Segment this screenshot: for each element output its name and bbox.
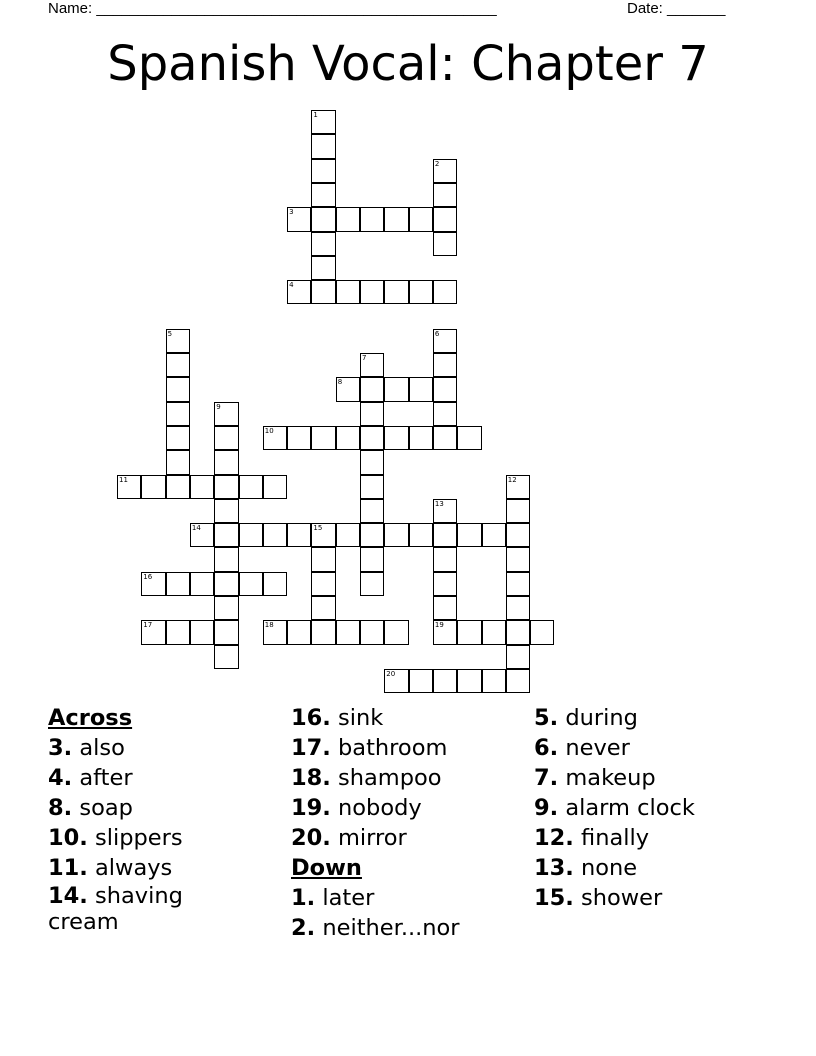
grid-cell[interactable] <box>336 523 360 547</box>
clue-across-14: 14. shaving cream <box>48 883 183 935</box>
grid-cell[interactable] <box>166 426 190 450</box>
grid-cell[interactable] <box>409 523 433 547</box>
grid-cell[interactable] <box>384 523 408 547</box>
grid-cell[interactable] <box>457 426 481 450</box>
grid-cell[interactable] <box>287 620 311 644</box>
grid-cell[interactable] <box>336 207 360 231</box>
clue-down-9: 9. alarm clock <box>534 795 695 821</box>
grid-cell[interactable] <box>360 402 384 426</box>
grid-cell[interactable] <box>214 572 238 596</box>
clue-down-1: 1. later <box>291 885 375 911</box>
clue-down-6: 6. never <box>534 735 630 761</box>
grid-cell[interactable] <box>311 426 335 450</box>
grid-cell[interactable] <box>166 475 190 499</box>
grid-cell[interactable] <box>117 475 141 499</box>
grid-cell[interactable] <box>166 377 190 401</box>
clues-column-1 <box>48 703 288 935</box>
down-heading: Down <box>291 855 362 881</box>
grid-cell[interactable] <box>311 134 335 158</box>
grid-cell[interactable] <box>433 523 457 547</box>
grid-cell[interactable] <box>311 183 335 207</box>
grid-cell[interactable] <box>433 426 457 450</box>
grid-cell[interactable] <box>360 280 384 304</box>
grid-cell[interactable] <box>214 620 238 644</box>
grid-cell[interactable] <box>311 523 335 547</box>
grid-cell[interactable] <box>384 280 408 304</box>
grid-cell[interactable] <box>482 620 506 644</box>
grid-cell[interactable] <box>506 572 530 596</box>
grid-cell[interactable] <box>287 426 311 450</box>
grid-cell[interactable] <box>190 620 214 644</box>
clue-across-16: 16. sink <box>291 705 384 731</box>
grid-cell[interactable] <box>433 159 457 183</box>
clue-number-label: 14 <box>191 524 201 533</box>
grid-cell[interactable] <box>457 523 481 547</box>
grid-cell[interactable] <box>409 280 433 304</box>
clue-number-label: 16 <box>143 572 153 581</box>
grid-cell[interactable] <box>433 207 457 231</box>
grid-cell[interactable] <box>263 475 287 499</box>
grid-cell[interactable] <box>433 377 457 401</box>
clue-down-7: 7. makeup <box>534 765 656 791</box>
grid-cell[interactable] <box>311 280 335 304</box>
grid-cell[interactable] <box>360 377 384 401</box>
grid-cell[interactable] <box>360 620 384 644</box>
grid-cell[interactable] <box>263 572 287 596</box>
grid-cell[interactable] <box>166 620 190 644</box>
grid-cell[interactable] <box>409 426 433 450</box>
grid-cell[interactable] <box>311 110 335 134</box>
grid-cell[interactable] <box>166 353 190 377</box>
grid-cell[interactable] <box>433 547 457 571</box>
clue-number-label: 10 <box>264 426 274 435</box>
clue-across-8: 8. soap <box>48 795 133 821</box>
grid-cell[interactable] <box>311 207 335 231</box>
grid-cell[interactable] <box>506 596 530 620</box>
grid-cell[interactable] <box>311 256 335 280</box>
clue-number-label: 17 <box>143 621 153 630</box>
clue-across-10: 10. slippers <box>48 825 183 851</box>
clue-number-label: 13 <box>434 499 444 508</box>
grid-cell[interactable] <box>506 547 530 571</box>
clue-number-label: 19 <box>434 621 444 630</box>
grid-cell[interactable] <box>141 620 165 644</box>
grid-cell[interactable] <box>214 402 238 426</box>
grid-cell[interactable] <box>190 475 214 499</box>
grid-cell[interactable] <box>214 547 238 571</box>
clue-number-label: 12 <box>507 475 517 484</box>
grid-cell[interactable] <box>433 329 457 353</box>
grid-cell[interactable] <box>506 523 530 547</box>
grid-cell[interactable] <box>433 620 457 644</box>
grid-cell[interactable] <box>360 523 384 547</box>
clue-across-4: 4. after <box>48 765 133 791</box>
grid-cell[interactable] <box>360 499 384 523</box>
clue-down-5: 5. during <box>534 705 638 731</box>
grid-cell[interactable] <box>360 547 384 571</box>
name-field[interactable]: Name: ________________________________________________ <box>48 0 497 17</box>
clue-number-label: 5 <box>167 329 173 338</box>
clue-down-13: 13. none <box>534 855 638 881</box>
grid-cell[interactable] <box>457 620 481 644</box>
clues-column-2 <box>291 703 531 943</box>
grid-cell[interactable] <box>360 450 384 474</box>
grid-cell[interactable] <box>336 620 360 644</box>
grid-cell[interactable] <box>360 426 384 450</box>
grid-cell[interactable] <box>409 377 433 401</box>
grid-cell[interactable] <box>409 207 433 231</box>
grid-cell[interactable] <box>433 353 457 377</box>
grid-cell[interactable] <box>263 620 287 644</box>
grid-cell[interactable] <box>214 450 238 474</box>
grid-cell[interactable] <box>506 669 530 693</box>
grid-cell[interactable] <box>239 523 263 547</box>
grid-cell[interactable] <box>384 669 408 693</box>
clue-number-label: 11 <box>119 475 128 484</box>
clue-number-label: 20 <box>386 669 396 678</box>
grid-cell[interactable] <box>433 402 457 426</box>
grid-cell[interactable] <box>141 475 165 499</box>
clue-number-label: 1 <box>313 111 318 119</box>
clue-number-label: 6 <box>434 329 440 338</box>
grid-cell[interactable] <box>263 523 287 547</box>
clue-across-19: 19. nobody <box>291 795 422 821</box>
grid-cell[interactable] <box>506 499 530 523</box>
grid-cell[interactable] <box>190 523 214 547</box>
grid-cell[interactable] <box>311 596 335 620</box>
grid-cell[interactable] <box>141 572 165 596</box>
grid-cell[interactable] <box>311 620 335 644</box>
clue-across-18: 18. shampoo <box>291 765 442 791</box>
grid-cell[interactable] <box>336 280 360 304</box>
clues-column-3 <box>534 703 774 913</box>
grid-cell[interactable] <box>482 669 506 693</box>
clue-number-label: 7 <box>362 354 367 362</box>
grid-cell[interactable] <box>384 377 408 401</box>
clue-number-label: 3 <box>289 208 294 217</box>
clue-down-15: 15. shower <box>534 885 663 911</box>
grid-cell[interactable] <box>214 475 238 499</box>
grid-cell[interactable] <box>239 475 263 499</box>
grid-cell[interactable] <box>433 572 457 596</box>
grid-cell[interactable] <box>166 402 190 426</box>
grid-cell[interactable] <box>433 669 457 693</box>
grid-cell[interactable] <box>433 499 457 523</box>
grid-cell[interactable] <box>384 426 408 450</box>
puzzle-title: Spanish Vocal: Chapter 7 <box>107 36 709 92</box>
grid-cell[interactable] <box>287 207 311 231</box>
grid-cell[interactable] <box>239 572 263 596</box>
clue-down-2: 2. neither...nor <box>291 915 460 941</box>
grid-cell[interactable] <box>409 669 433 693</box>
grid-cell[interactable] <box>384 620 408 644</box>
grid-cell[interactable] <box>336 377 360 401</box>
clue-across-17: 17. bathroom <box>291 735 448 761</box>
grid-cell[interactable] <box>506 645 530 669</box>
grid-cell[interactable] <box>287 280 311 304</box>
grid-cell[interactable] <box>190 572 214 596</box>
clue-across-3: 3. also <box>48 735 125 761</box>
clue-number-label: 8 <box>337 378 343 387</box>
grid-cell[interactable] <box>311 547 335 571</box>
across-heading: Across <box>48 705 133 731</box>
date-field[interactable]: Date: _______ <box>627 0 726 17</box>
grid-cell[interactable] <box>166 572 190 596</box>
grid-cell[interactable] <box>433 280 457 304</box>
grid-cell[interactable] <box>214 499 238 523</box>
grid-cell[interactable] <box>336 426 360 450</box>
grid-cell[interactable] <box>530 620 554 644</box>
clue-number-label: 4 <box>289 281 294 290</box>
grid-cell[interactable] <box>360 353 384 377</box>
grid-cell[interactable] <box>166 329 190 353</box>
clue-number-label: 18 <box>264 621 274 630</box>
grid-cell[interactable] <box>166 450 190 474</box>
clue-number-label: 9 <box>216 402 221 411</box>
grid-cell[interactable] <box>360 475 384 499</box>
grid-cell[interactable] <box>506 620 530 644</box>
grid-cell[interactable] <box>214 596 238 620</box>
grid-cell[interactable] <box>311 159 335 183</box>
grid-cell[interactable] <box>214 523 238 547</box>
clue-across-11: 11. always <box>48 855 173 881</box>
clue-number-label: 15 <box>313 524 323 533</box>
grid-cell[interactable] <box>311 232 335 256</box>
grid-cell[interactable] <box>287 523 311 547</box>
grid-cell[interactable] <box>482 523 506 547</box>
grid-cell[interactable] <box>506 475 530 499</box>
grid-cell[interactable] <box>433 596 457 620</box>
grid-cell[interactable] <box>384 207 408 231</box>
grid-cell[interactable] <box>311 572 335 596</box>
clue-across-20: 20. mirror <box>291 825 407 851</box>
grid-cell[interactable] <box>214 645 238 669</box>
grid-cell[interactable] <box>214 426 238 450</box>
clue-down-12: 12. finally <box>534 825 650 851</box>
grid-cell[interactable] <box>433 183 457 207</box>
grid-cell[interactable] <box>457 669 481 693</box>
grid-cell[interactable] <box>433 232 457 256</box>
clue-number-label: 2 <box>434 159 440 168</box>
grid-cell[interactable] <box>263 426 287 450</box>
grid-cell[interactable] <box>360 572 384 596</box>
grid-cell[interactable] <box>360 207 384 231</box>
